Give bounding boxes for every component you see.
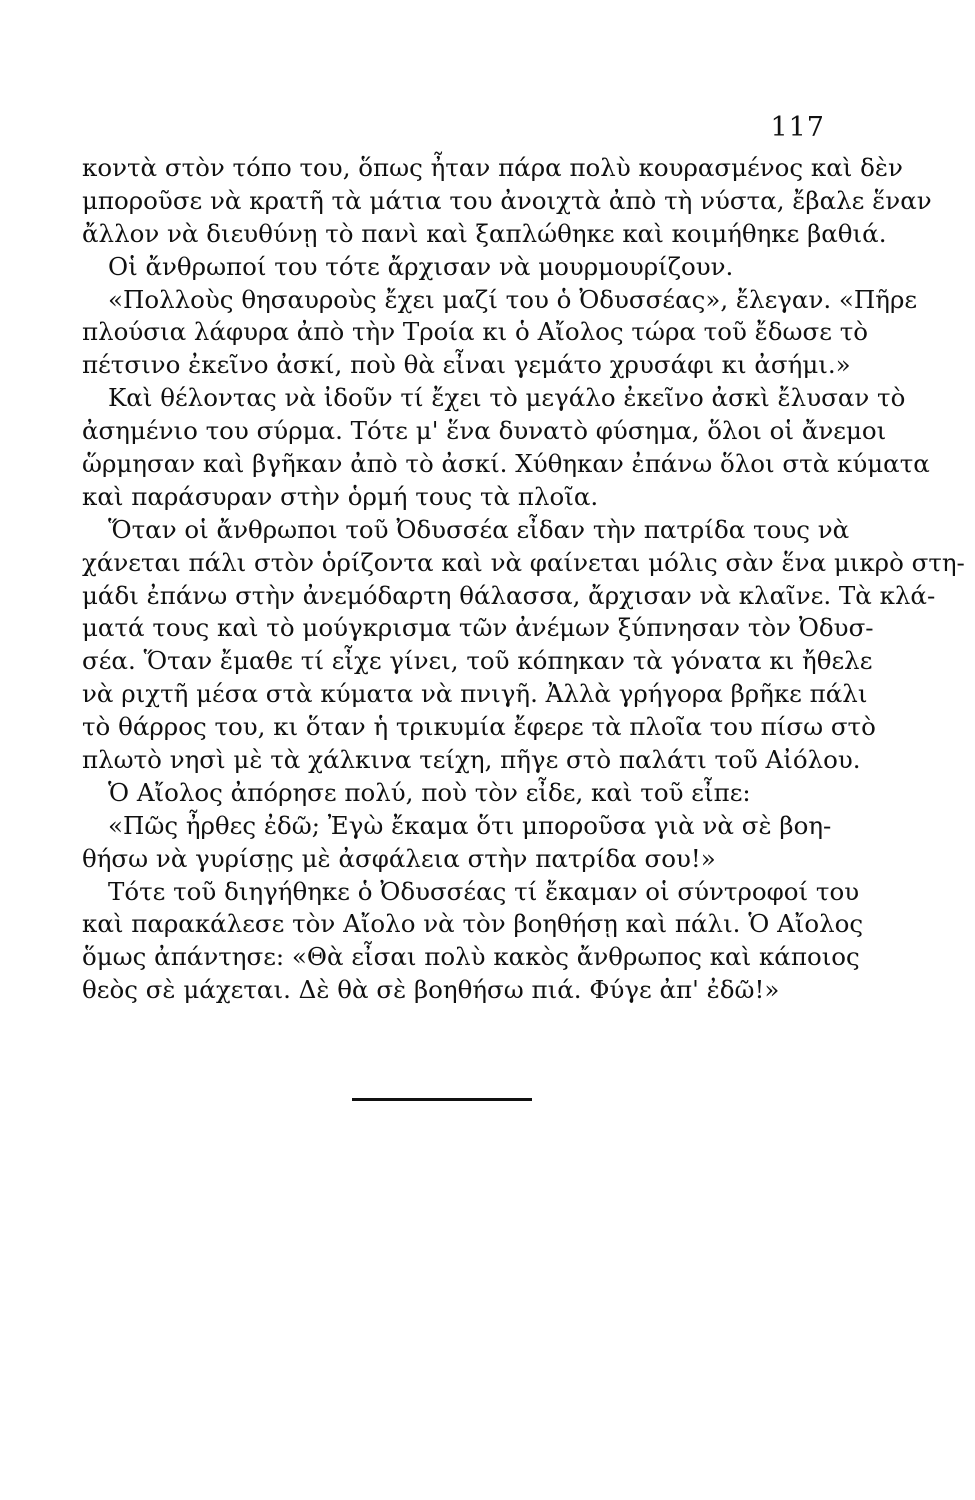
text-line: «Πῶς ἦρθες ἐδῶ; Ἐγὼ ἔκαμα ὅτι μποροῦσα γιὰ νὰ σὲ βοη- xyxy=(108,810,832,840)
text-line: πλωτὸ νησὶ μὲ τὰ χάλκινα τείχη, πῆγε στὸ παλάτι τοῦ Αἰόλου. xyxy=(82,745,861,775)
text-line: σέα. Ὅταν ἔμαθε τί εἶχε γίνει, τοῦ κόπηκαν τὰ γόνατα κι ἤθελε xyxy=(82,646,873,676)
text-line: Τότε τοῦ διηγήθηκε ὁ Ὀδυσσέας τί ἔκαμαν οἱ σύντροφοί του xyxy=(108,876,860,906)
text-line: Οἱ ἄνθρωποί του τότε ἄρχισαν νὰ μουρμουρίζουν. xyxy=(108,251,734,281)
text-line: ὥρμησαν καὶ βγῆκαν ἀπὸ τὸ ἀσκί. Χύθηκαν ἐπάνω ὅλοι στὰ κύματα xyxy=(82,449,930,479)
text-line: κοντὰ στὸν τόπο του, ὅπως ἦταν πάρα πολὺ κουρασμένος καὶ δὲν xyxy=(82,153,903,182)
text-line: πέτσινο ἐκεῖνο ἀσκί, ποὺ θὰ εἶναι γεμάτο χρυσάφι κι ἀσήμι.» xyxy=(82,350,851,380)
text-line: μάδι ἐπάνω στὴν ἀνεμόδαρτη θάλασσα, ἄρχισαν νὰ κλαῖνε. Τὰ κλά- xyxy=(82,580,936,610)
text-line: θεὸς σὲ μάχεται. Δὲ θὰ σὲ βοηθήσω πιά. Φύγε ἀπ' ἐδῶ!» xyxy=(82,975,780,1005)
text-line: μποροῦσε νὰ κρατῆ τὰ μάτια του ἀνοιχτὰ ἀπὸ τὴ νύστα, ἔβαλε ἕναν xyxy=(82,185,932,215)
text-line: καὶ παράσυραν στὴν ὁρμή τους τὰ πλοῖα. xyxy=(82,481,599,511)
text-line: Ὅταν οἱ ἄνθρωποι τοῦ Ὀδυσσέα εἶδαν τὴν πατρίδα τους νὰ xyxy=(108,514,850,544)
text-line: ἄλλον νὰ διευθύνῃ τὸ πανὶ καὶ ξαπλώθηκε καὶ κοιμήθηκε βαθιά. xyxy=(82,218,887,248)
text-line: ὅμως ἀπάντησε: «Θὰ εἶσαι πολὺ κακὸς ἄνθρωπος καὶ κάποιος xyxy=(82,942,860,972)
text-line: ματά τους καὶ τὸ μούγκρισμα τῶν ἀνέμων ξύπνησαν τὸν Ὀδυσ- xyxy=(82,613,874,643)
page-number: 117 xyxy=(770,112,825,143)
text-line: πλούσια λάφυρα ἀπὸ τὴν Τροία κι ὁ Αἴολος τώρα τοῦ ἔδωσε τὸ xyxy=(82,317,869,347)
text-line: ἀσημένιο του σύρμα. Τότε μ' ἕνα δυνατὸ φύσημα, ὅλοι οἱ ἄνεμοι xyxy=(82,416,887,446)
text-line: τὸ θάρρος του, κι ὅταν ἡ τρικυμία ἔφερε τὰ πλοῖα του πίσω στὸ xyxy=(82,712,876,742)
text-line: χάνεται πάλι στὸν ὁρίζοντα καὶ νὰ φαίνεται μόλις σὰν ἕνα μικρὸ στη- xyxy=(82,547,965,577)
text-line: Καὶ θέλοντας νὰ ἰδοῦν τί ἔχει τὸ μεγάλο ἐκεῖνο ἀσκὶ ἔλυσαν τὸ xyxy=(108,383,906,413)
text-line: «Πολλοὺς θησαυροὺς ἔχει μαζί του ὁ Ὀδυσσέας», ἔλεγαν. «Πῆρε xyxy=(108,284,918,314)
section-end-rule xyxy=(352,1098,532,1101)
text-line: θήσω νὰ γυρίσῃς μὲ ἀσφάλεια στὴν πατρίδα σου!» xyxy=(82,843,716,873)
text-line: Ὁ Αἴολος ἀπόρησε πολύ, ποὺ τὸν εἶδε, καὶ τοῦ εἶπε: xyxy=(108,777,751,807)
body-text xyxy=(82,152,965,1007)
text-line: νὰ ριχτῆ μέσα στὰ κύματα νὰ πνιγῆ. Ἀλλὰ γρήγορα βρῆκε πάλι xyxy=(82,679,868,709)
text-line: καὶ παρακάλεσε τὸν Αἴολο νὰ τὸν βοηθήσῃ καὶ πάλι. Ὁ Αἴολος xyxy=(82,909,864,939)
